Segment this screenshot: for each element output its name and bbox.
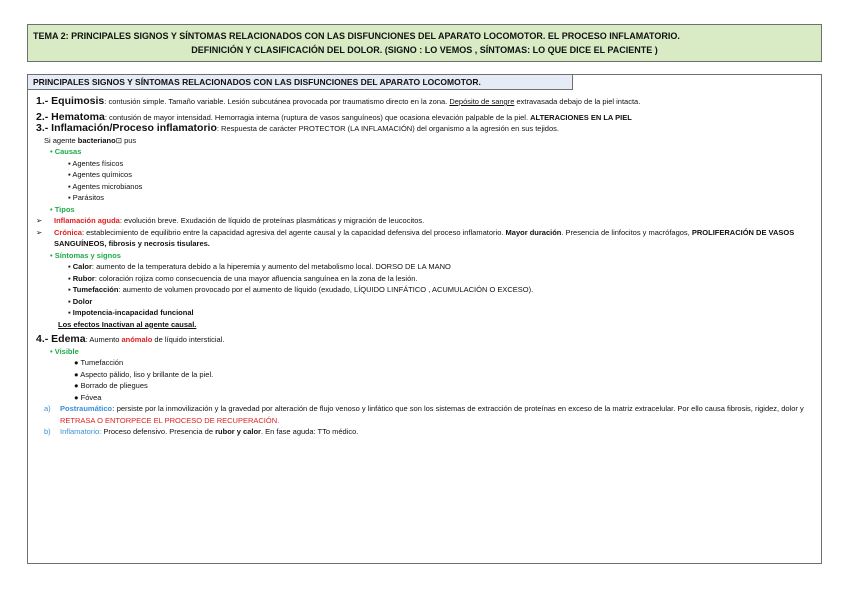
tipo-cronica	[36, 227, 816, 250]
efectos-note: Los efectos Inactivan al agente causal.	[58, 319, 197, 329]
visible-label: • Visible	[50, 346, 79, 356]
causa-item: ▪ Agentes químicos	[68, 170, 132, 179]
edema-postraumatico	[36, 403, 816, 426]
signo-tumefaccion	[36, 284, 816, 296]
list-marker: b)	[44, 427, 51, 436]
causa-item: ▪ Agentes microbianos	[68, 181, 143, 191]
blue-label: Postraumático:	[60, 404, 115, 413]
arrow-bullet-icon: ➢	[36, 227, 43, 237]
signo-impotencia: ▪ Impotencia-incapacidad funcional	[68, 308, 194, 317]
item-text: extravasada debajo de la piel intacta.	[514, 97, 641, 106]
visible-item: ● Tumefacción	[74, 358, 124, 367]
content-body	[36, 96, 816, 438]
text: : aumento de la temperatura debido a la hiperemia y aumento del metabolismo local. DORSO DE LA MANO	[91, 262, 451, 271]
causa-item: ▪ Agentes físicos	[68, 158, 124, 168]
item-edema	[36, 334, 816, 346]
item-text: : contusión de mayor intensidad. Hemorragia interna (ruptura de vasos sanguíneos) que ocasiona elevación palpable de la piel.	[104, 112, 531, 122]
blue-label: Inflamatorio:	[60, 427, 102, 436]
bold-text: ALTERACIONES EN LA PIEL	[530, 112, 632, 122]
bold-text: ▪ Rubor	[68, 273, 95, 283]
signo-dolor: ▪ Dolor	[68, 296, 93, 306]
text: persiste por la inmovilización y la gravedad por alteración de flujo venoso y linfático que son los sistemas de extracción de proteínas en exceso de la matriz extracelular. Por ello causa fibrosis, rigidez, dolor y	[114, 404, 804, 413]
text: Proceso defensivo. Presencia de	[101, 427, 216, 436]
text: : establecimiento de equilibrio entre la capacidad agresiva del agente causal y la capacidad defensiva del proceso inflamatorio.	[81, 227, 506, 237]
document-header	[27, 24, 822, 62]
red-label: Inflamación aguda	[54, 216, 120, 225]
item-heading: Hematoma	[51, 110, 105, 123]
red-text: RETRASA O ENTORPECE EL PROCESO DE RECUPERACIÓN.	[60, 415, 280, 425]
text: : Aumento	[85, 335, 122, 344]
signo-rubor	[36, 273, 816, 285]
red-label: Crónica	[54, 227, 82, 237]
tipo-aguda	[36, 215, 816, 227]
text: Si agente	[44, 135, 78, 145]
item-text: : Respuesta de carácter PROTECTOR (LA INFLAMACIÓN) del organismo a la agresión en sus tejidos.	[216, 124, 559, 133]
header-line-1: TEMA 2: PRINCIPALES SIGNOS Y SÍNTOMAS RELACIONADOS CON LAS DISFUNCIONES DEL APARATO LOCOMOTOR. EL PROCESO INFLAMATORIO.	[33, 31, 680, 41]
item-inflamacion	[36, 123, 816, 135]
bold-text: ▪ Tumefacción	[68, 285, 119, 294]
visible-item: ● Fóvea	[74, 392, 102, 402]
item-number: 3.-	[36, 122, 52, 134]
underlined-text: Depósito de sangre	[449, 97, 515, 106]
item-heading: Inflamación/Proceso inflamatorio	[51, 122, 217, 134]
visible-item: ● Borrado de pliegues	[74, 381, 148, 390]
causa-item: ▪ Parásitos	[68, 193, 105, 202]
header-line-2: DEFINICIÓN Y CLASIFICACIÓN DEL DOLOR. (SIGNO : LO VEMOS , SÍNTOMAS: LO QUE DICE EL PACIENTE )	[191, 45, 658, 55]
signos-label: • Síntomas y signos	[50, 250, 121, 260]
item-heading: Edema	[51, 333, 86, 345]
text: ⊡ pus	[115, 135, 137, 145]
visible-item: ● Aspecto pálido, liso y brillante de la piel.	[74, 369, 214, 379]
bold-text: bacteriano	[77, 135, 116, 145]
tipos-label: • Tipos	[50, 204, 75, 214]
text: : aumento de volumen provocado por el aumento de líquido (exudado, LÍQUIDO LINFÁTICO , ACUMULACIÓN O EXCESO).	[118, 285, 534, 294]
item-equimosis	[36, 96, 816, 108]
text: : coloración rojiza como consecuencia de una mayor afluencia sanguínea en la zona de la lesión.	[94, 273, 418, 283]
bold-text: PROLIFERACIÓN DE VASOS SANGUÍNEOS, fibrosis y necrosis tisulares.	[54, 227, 795, 248]
edema-inflamatorio	[36, 426, 816, 438]
agent-line	[36, 135, 816, 147]
section-title: PRINCIPALES SIGNOS Y SÍNTOMAS RELACIONADOS CON LAS DISFUNCIONES DEL APARATO LOCOMOTOR.	[27, 74, 573, 90]
arrow-bullet-icon: ➢	[36, 216, 43, 225]
bold-text: rubor y calor	[215, 427, 261, 436]
list-marker: a)	[44, 404, 51, 413]
text: . Presencia de linfocitos y macrófagos,	[561, 227, 692, 237]
red-text: anómalo	[121, 335, 153, 344]
item-number: 1.-	[36, 95, 52, 107]
text: de líquido intersticial.	[152, 335, 225, 344]
bold-text: Mayor duración	[505, 227, 562, 237]
item-text: : contusión simple. Tamaño variable. Lesión subcutánea provocada por traumatismo directo en la zona.	[104, 97, 450, 106]
item-number: 2.-	[36, 110, 52, 123]
bold-text: ▪ Calor	[68, 262, 92, 271]
text: : evolución breve. Exudación de líquido de proteínas plasmáticas y migración de leucocitos.	[119, 216, 425, 225]
causas-label: • Causas	[50, 147, 82, 156]
text: . En fase aguda: TTo médico.	[260, 427, 359, 436]
item-number: 4.-	[36, 333, 52, 345]
signo-calor	[36, 261, 816, 273]
item-heading: Equimosis	[51, 95, 105, 107]
